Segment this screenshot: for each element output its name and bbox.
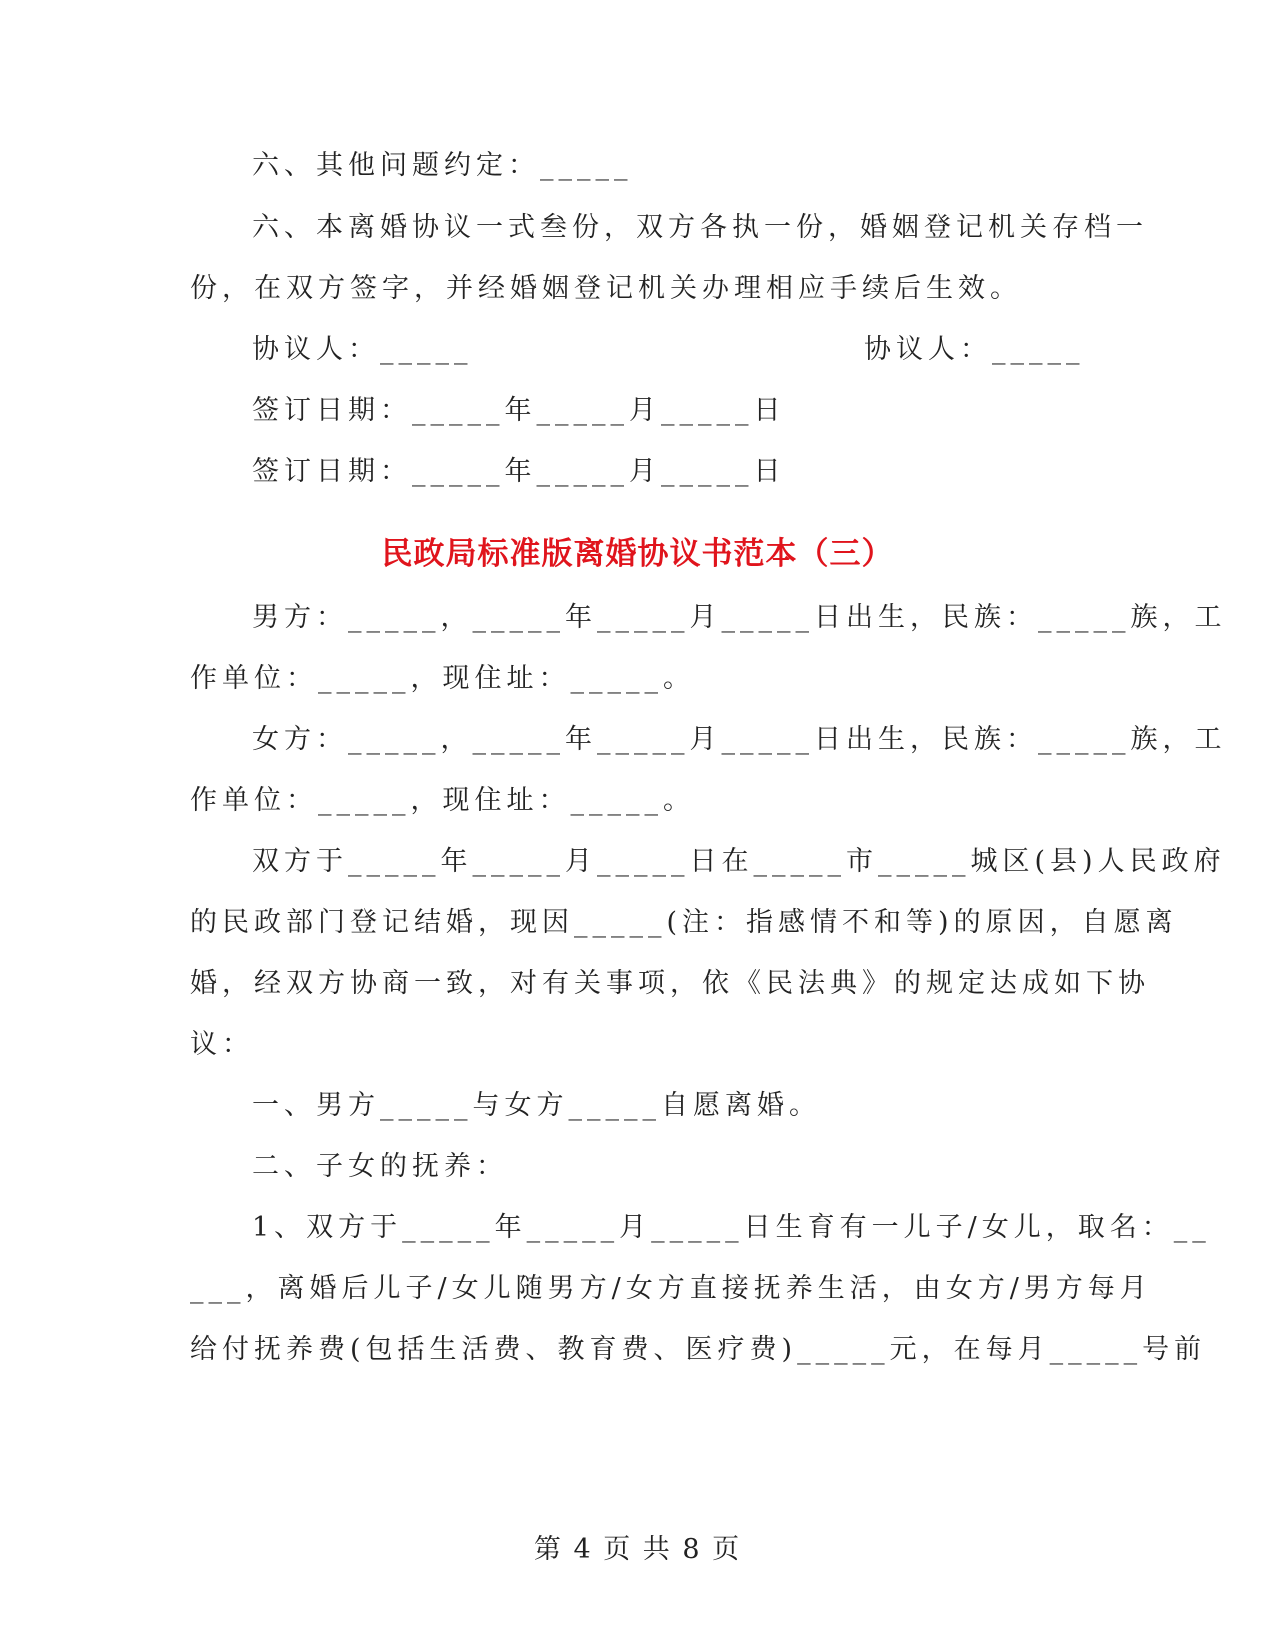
page-footer: 第 4 页 共 8 页 <box>533 1534 742 1565</box>
section-title: 民政局标准版离婚协议书范本（三） <box>381 536 894 572</box>
sign-date-line: 签订日期：_____年_____月_____日 <box>252 456 786 487</box>
clause-other-matters: 六、其他问题约定：_____ <box>252 150 633 181</box>
body-line: 女方：_____，_____年_____月_____日出生，民族：_____族，工 <box>252 724 1227 755</box>
body-line: 作单位：_____，现住址：_____。 <box>190 663 695 694</box>
body-line: 的民政部门登记结婚，现因_____(注：指感情不和等)的原因，自愿离 <box>190 907 1178 938</box>
body-line: 男方：_____，_____年_____月_____日出生，民族：_____族，工 <box>252 602 1227 633</box>
body-line: 议： <box>190 1029 254 1060</box>
signature-left: 协议人：_____ <box>252 334 473 365</box>
clause-copies-line-2: 份，在双方签字，并经婚姻登记机关办理相应手续后生效。 <box>190 273 1022 304</box>
body-line: 作单位：_____，现住址：_____。 <box>190 785 695 816</box>
body-line: 给付抚养费(包括生活费、教育费、医疗费)_____元，在每月_____号前 <box>190 1334 1207 1365</box>
body-line: 双方于_____年_____月_____日在_____市_____城区(县)人民政府 <box>252 846 1226 877</box>
clause-2-heading: 二、子女的抚养： <box>252 1151 508 1182</box>
signature-right: 协议人：_____ <box>864 334 1085 365</box>
clause-copies-line-1: 六、本离婚协议一式叁份，双方各执一份，婚姻登记机关存档一 <box>252 212 1148 243</box>
body-line: ___，离婚后儿子/女儿随男方/女方直接抚养生活，由女方/男方每月 <box>190 1273 1152 1304</box>
body-line: 婚，经双方协商一致，对有关事项，依《民法典》的规定达成如下协 <box>190 968 1150 999</box>
body-line: 1、双方于_____年_____月_____日生育有一儿子/女儿，取名：__ <box>252 1212 1211 1243</box>
sign-date-line: 签订日期：_____年_____月_____日 <box>252 395 786 426</box>
clause-1: 一、男方_____与女方_____自愿离婚。 <box>252 1090 821 1121</box>
